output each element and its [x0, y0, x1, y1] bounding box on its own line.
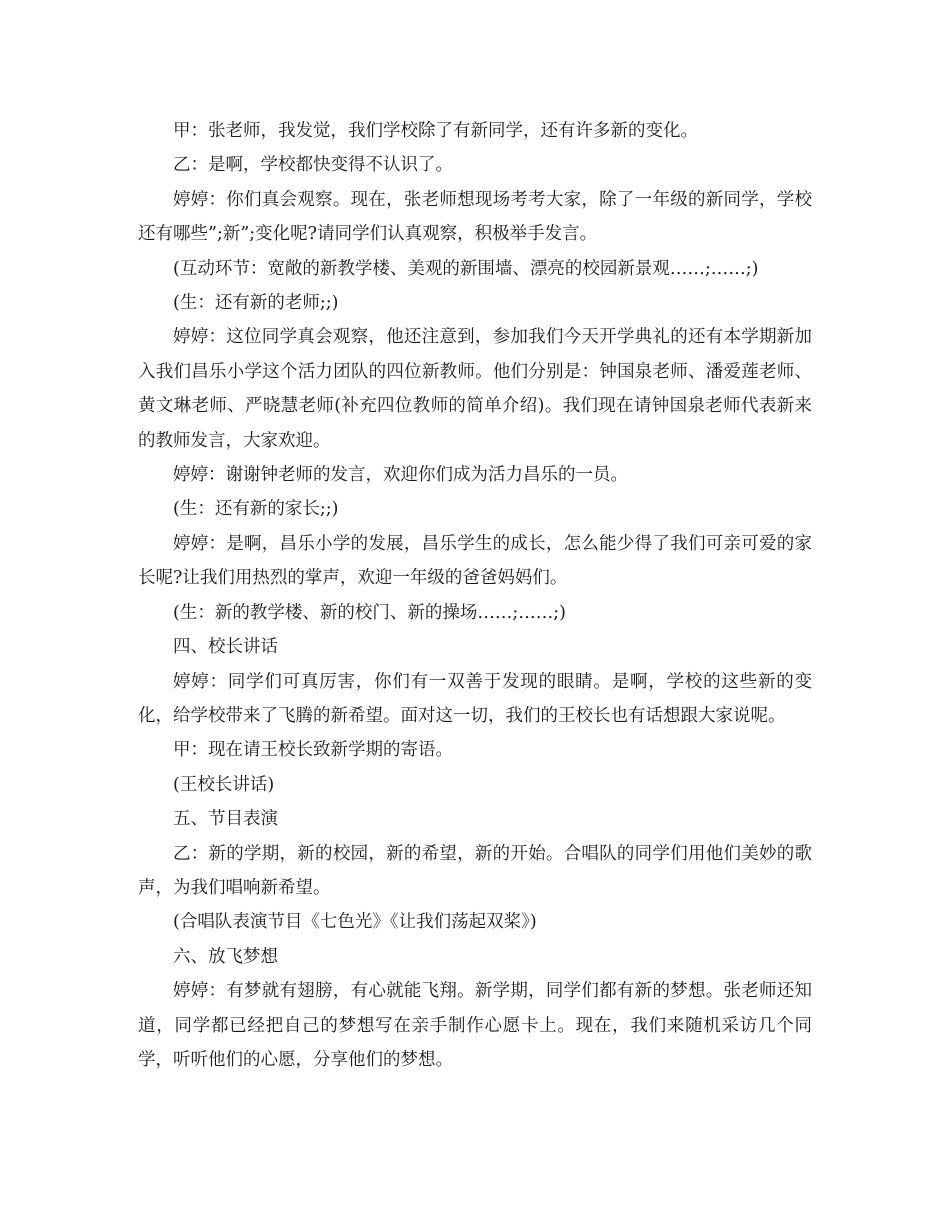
section-heading: 六、放飞梦想: [173, 946, 278, 967]
paragraph: 婷婷：谢谢钟老师的发言，欢迎你们成为活力昌乐的一员。: [173, 465, 628, 486]
paragraph: 婷婷：有梦就有翅膀，有心就能飞翔。新学期，同学们都有新的梦想。张老师还知道，同学都已经把自己的梦想写在亲手制作心愿卡上。现在，我们来随机采访几个同学，听听他们的心愿，分享他们的梦想。: [138, 981, 812, 1070]
paragraph: (合唱队表演节目《七色光》《让我们荡起双桨》): [173, 912, 537, 933]
paragraph: 甲：张老师，我发觉，我们学校除了有新同学，还有许多新的变化。: [173, 121, 698, 141]
paragraph: 婷婷：你们真会观察。现在，张老师想现场考考大家，除了一年级的新同学，学校还有哪些”;新”;变化呢?请同学们认真观察，积极举手发言。: [138, 189, 812, 245]
paragraph: 乙：是啊，学校都快变得不认识了。: [173, 155, 453, 176]
paragraph: 婷婷：同学们可真厉害，你们有一双善于发现的眼睛。是啊，学校的这些新的变化，给学校带来了飞腾的新希望。面对这一切，我们的王校长也有话想跟大家说呢。: [138, 671, 812, 726]
paragraph: 乙：新的学期，新的校园，新的希望，新的开始。合唱队的同学们用他们美妙的歌声，为我们唱响新希望。: [138, 843, 812, 898]
paragraph: 婷婷：这位同学真会观察，他还注意到，参加我们今天开学典礼的还有本学期新加入我们昌乐小学这个活力团队的四位新教师。他们分别是：钟国泉老师、潘爱莲老师、黄文琳老师、严晓慧老师(补充四位教师的简单介绍)。我们现在请钟国泉老师代表新来的教师发言，大家欢迎。: [138, 327, 812, 451]
document-body: [138, 114, 812, 1077]
paragraph: (生：还有新的老师;;): [173, 293, 339, 314]
paragraph: (互动环节：宽敞的新教学楼、美观的新围墙、漂亮的校园新景观……;……;): [173, 258, 759, 279]
paragraph: 婷婷：是啊，昌乐小学的发展，昌乐学生的成长，怎么能少得了我们可亲可爱的家长呢?让我们用热烈的掌声，欢迎一年级的爸爸妈妈们。: [138, 533, 812, 589]
paragraph: (生：新的教学楼、新的校门、新的操场……;……;): [173, 602, 566, 623]
paragraph: 甲：现在请王校长致新学期的寄语。: [173, 740, 453, 761]
section-heading: 五、节目表演: [173, 809, 278, 830]
paragraph: (生：还有新的家长;;): [173, 499, 339, 520]
paragraph: (王校长讲话): [173, 774, 275, 795]
section-heading: 四、校长讲话: [173, 637, 278, 658]
